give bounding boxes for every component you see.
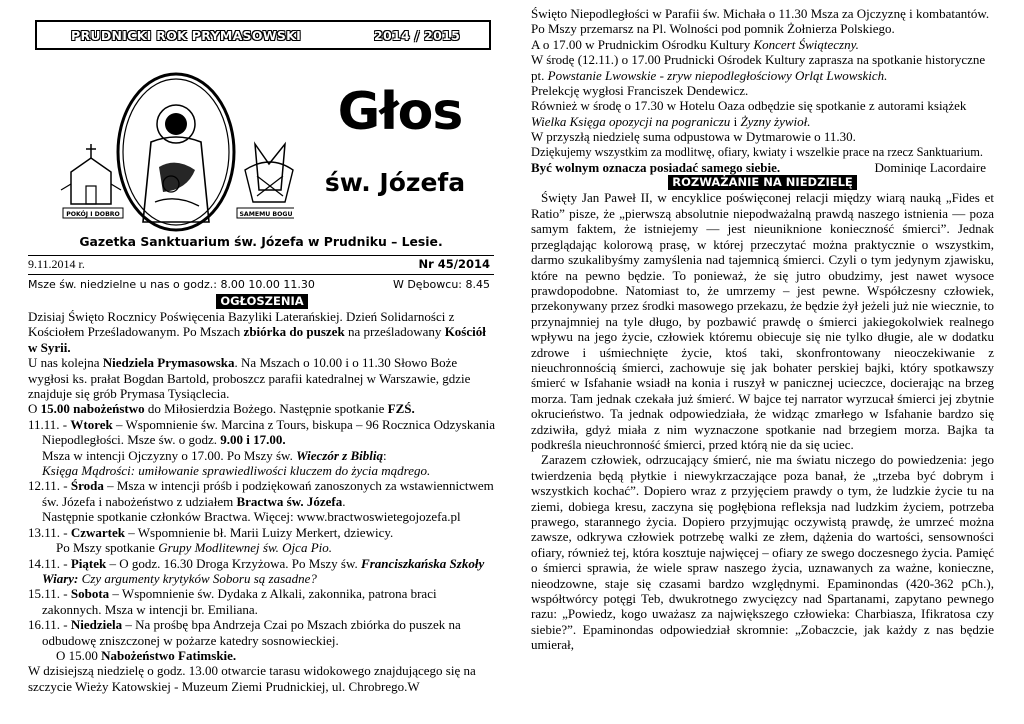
paragraph: W dzisiejszą niedzielę o godz. 13.00 otwarcie tarasu widokowego znajdującego się na szczycie Wieży Katowskiej - Muzeum Ziemi Prudnickiej, ul. Chrobrego.W — [28, 663, 476, 694]
list-item: 11.11. - Wtorek – Wspomnienie św. Marcina z Tours, biskupa – 96 Rocznica Odzyskania Niepodległości. Msze św. o godz. 9.00 i 17.00. — [28, 416, 496, 448]
quote-text: Być wolnym oznacza posiadać samego siebie. — [531, 160, 781, 176]
announcements-section — [28, 294, 496, 694]
quote-author: Dominiqe Lacordaire — [874, 160, 986, 176]
paragraph: W środę (12.11.) o 17.00 Prudnicki Ośrodek Kultury zaprasza na spotkanie historyczne pt. Powstanie Lwowskie - zryw niepodległościowy Orląt Lwowskich. — [531, 52, 986, 83]
list-item-detail: Msza w intencji Ojczyzny o 17.00. Po Mszy św. Wieczór z Biblią: — [42, 447, 387, 463]
church-icon — [61, 144, 121, 204]
essay-paragraph: Zarazem człowiek, odrzucający śmierć, nie ma światu niczego do powiedzenia: jego twierdzenia będą płytkie i niewykrzaczające poza banał, że „trzeba być dobrym i wszystkich kochać”. Dopiero wraz z przyjęciem prawdy o tym, że ludzkie życie tu na ziemi, dobiega kresu, zaczyna się pogłębiona refleksja nad ludzkim życiem, potrzeba prawego, starannego życia. Dopiero przyjmując oczywistą prawdę, że umrzeć można zawsze, odkrywa człowiek potrzebę walki ze złem, dążenia do wartości, sensowności ofiary, również tej, która kosztuje najwięcej – ofiary ze swego doczesnego życia. Pamięć o śmierci sprawia, że wiele spraw naszego życia, uznawanych za ważne, konieczne, nieodzowne, staje się czasami bardzo względnymi. Epaminondas (420-362 pCh.), współtwórcy potęgi Teb, dwukrotnego zwycięzcy nad Spartanami, zapytano pewnego razu: „Powiedz, kogo uważasz za największego człowieka: Charbiasza, Ifikratosa czy siebie?”. Epaminondas odpowiedział skromnie: „Zobaczcie, jak każdy z nas będzie umierał, — [531, 452, 994, 653]
franciscan-emblem — [59, 72, 294, 232]
divider — [28, 274, 494, 275]
quote-line — [531, 160, 994, 175]
year-banner — [35, 20, 491, 50]
section-header-reflection: ROZWAŻANIE NA NIEDZIELĘ — [668, 175, 857, 190]
svg-text:POKÓJ I DOBRO: POKÓJ I DOBRO — [66, 211, 120, 218]
paragraph: Święto Niepodległości w Parafii św. Michała o 11.30 Msza za Ojczyznę i kombatantów. Po Mszy przemarsz na Pl. Wolności pod pomnik Żołnierza Polskiego. — [531, 6, 990, 37]
svg-text:SAMEMU BOGU: SAMEMU BOGU — [239, 211, 293, 218]
paragraph: W przyszłą niedzielę suma odpustowa w Dytmarowie o 11.30. — [531, 129, 856, 145]
list-item: 15.11. - Sobota – Wspomnienie św. Dydaka z Alkali, zakonnika, patrona braci zakonnych. Msza w intencji br. Emiliana. — [28, 586, 437, 617]
issue-date: 9.11.2014 r. — [28, 257, 85, 271]
list-item-detail: O 15.00 Nabożeństwo Fatimskie. — [56, 647, 237, 663]
list-item-detail: Po Mszy spotkanie Grupy Modlitewnej św. Ojca Pio. — [56, 540, 332, 556]
paragraph: Prelekcję wygłosi Franciszek Dendewicz. — [531, 83, 749, 99]
list-item: 16.11. - Niedziela – Na prośbę bpa Andrzeja Czai po Mszach zbiórka do puszek na odbudowę zniszczonej w pożarze katedry sosnowieckiej. — [28, 617, 461, 648]
list-item-detail: Księga Mądrości: umiłowanie sprawiedliwości kluczem do życia mądrego. — [42, 463, 431, 479]
masthead-subtitle: św. Józefa — [324, 168, 466, 197]
mass-times-debowiec: W Dębowcu: 8.45 — [392, 278, 490, 291]
paragraph: Również w środę o 17.30 w Hotelu Oaza odbędzie się spotkanie z autorami książek Wielka Księga opozycji na pograniczu i Żyzny żywioł. — [531, 98, 967, 129]
paragraph: Dziękujemy wszystkim za modlitwę, ofiary, kwiaty i wszelkie prace na rzecz Sanktuarium. — [531, 144, 983, 159]
paragraph: O 15.00 nabożeństwo do Miłosierdzia Bożego. Następnie spotkanie FZŚ. — [28, 401, 415, 417]
banner-title: PRUDNICKI ROK PRYMASOWSKI — [71, 27, 302, 43]
right-column-body — [531, 6, 994, 653]
list-item-detail: Następnie spotkanie członków Bractwa. Więcej: www.bractwoswietegojozefa.pl — [42, 509, 461, 525]
masthead-title: Głos — [337, 82, 463, 142]
essay-paragraph: Święty Jan Paweł II, w encyklice poświęconej relacji między wiarą nauką „Fides et Ratio” pisze, że „pierwszą absolutnie niepodważalną prawdą naszego istnienia — poza samym faktem, że istniejemy — jest nieuniknione konieczność śmierci”. Jednak przeglądając kolorową prasę, w której przeczytać można praktycznie o wszystkim, darmo szukalibyśmy zamyślenia nad tajemnicą śmierci. Czyli o tym jedynym zjawisku, które na pewno będzie. To ponieważ, że się jutro obudzimy, jest nawet wysoce prawdopodobne. Natomiast to, że umrzemy – jest pewne. Współczesny człowiek, przekonywany przez środki masowego przekazu, że będzie żył jeżeli już nie wiecznie, to przynajmniej na tyle długo, by pozbawić prawdę o śmierci jakiegokolwiek realnego wpływu na jego życie, człowiek któremu obiecuje się nie tylko długie, ale w dodatku zdrowe i uśmiechnięte życie, ktoś taki, skonfrontowany nieoczekiwanie z nieuchronnością śmierci, zachowuje się jak bohater perskiej bajki, który spotkawszy śmierć w Isfahanie wsiadł na konia i ruszył w panicznej ucieczce, docierając na brzeg morza. Tam jednak czekała już śmierć. W bajce tej narrator wyrzucał śmierci jej zbytnie okrucieństwo. Ta jednak odpowiedziała, że widząc zmarłego w Isfahanie bardzo się zdziwiła, gdyż miała z nim wyznaczone spotkanie nad brzegiem morza. Bajka ta podkreśla nieuchronność śmierci, przed którą nie da się uciec. — [531, 190, 994, 452]
paragraph: Dzisiaj Święto Rocznicy Poświęcenia Bazyliki Laterańskiej. Dzień Solidarności z Kościołem Prześladowanym. Po Mszach zbiórka do puszek na prześladowany Kościół w Syrii. — [28, 309, 486, 355]
masthead-tagline: Gazetka Sanktuarium św. Józefa w Prudniku – Lesie. — [79, 234, 443, 249]
divider — [28, 255, 494, 256]
banner-year: 2014 / 2015 — [374, 27, 461, 43]
paragraph: U nas kolejna Niedziela Prymasowska. Na Mszach o 10.00 i o 11.30 Słowo Boże wygłosi ks. prałat Bogdan Bartold, proboszcz parafii katedralnej w Warszawie, gdzie znajduje się grób Prymasa Tysiąclecia. — [28, 355, 471, 402]
list-item: 14.11. - Piątek – O godz. 16.30 Droga Krzyżowa. Po Mszy św. Franciszkańska Szkoły Wiary: Czy argumenty krytyków Soboru są zasadne? — [28, 555, 485, 586]
section-header-announcements: OGŁOSZENIA — [216, 294, 307, 309]
list-item: 12.11. - Środa – Msza w intencji próśb i podziękowań zanoszonych za wstawiennictwem św. Józefa i nabożeństwo z udziałem Bractwa św. Józefa. — [28, 478, 494, 509]
mass-times-parish: Msze św. niedzielne u nas o godz.: 8.00 10.00 11.30 — [28, 278, 315, 291]
paragraph: A o 17.00 w Prudnickim Ośrodku Kultury Koncert Świąteczny. — [531, 36, 859, 52]
issue-number: Nr 45/2014 — [418, 257, 490, 271]
list-item: 13.11. - Czwartek – Wspomnienie bł. Marii Luizy Merkert, dziewicy. — [28, 524, 394, 540]
